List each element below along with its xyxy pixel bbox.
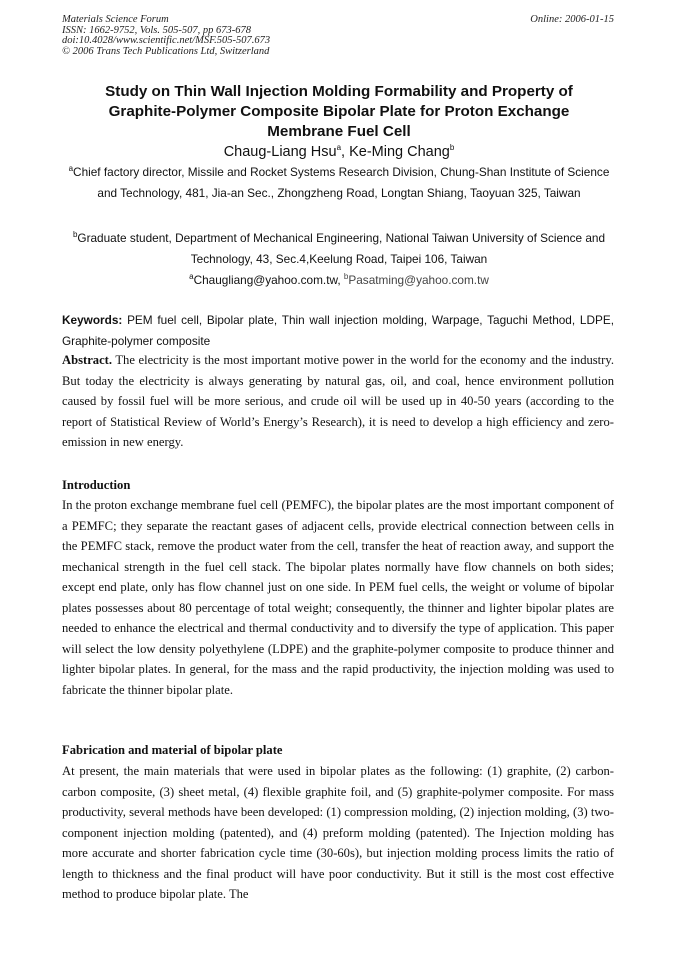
affiliation-b — [62, 228, 616, 270]
email-line — [62, 270, 616, 291]
introduction-paragraph: In the proton exchange membrane fuel cell (PEMFC), the bipolar plates are the most important component of a PEMFC; they separate the reactant gases of adjacent cells, provide electrical connection between cells in the PEMFC stack, remove the product water from the cell, transfer the heat of reaction away, and support the mechanical strength in the fuel cell stack. The bipolar plates normally have flow channels on both sides; except end plate, only has flow channel just on one side. In PEM fuel cells, the weight or volume of bipolar plates possesses about 80 percentage of total weight; consequently, the thinner and lighter bipolar plates are needed to enhance the electrical and thermal conductivity and to diversify the type of application. This paper will select the low density polyethylene (LDPE) and the graphite-polymer composite to produce thinner and lighter bipolar plates. In general, for the mass and the rapid productivity, the injection molding was used to fabricate the thinner bipolar plate. — [62, 498, 614, 697]
online-date: Online: 2006-01-15 — [530, 14, 614, 25]
affil-mark: b — [72, 230, 78, 240]
journal-name: Materials Science Forum — [62, 14, 169, 25]
keywords-text: PEM fuel cell, Bipolar plate, Thin wall injection molding, Warpage, Taguchi Method, LDPE, Graphite-polymer composite — [62, 313, 614, 348]
abstract-paragraph — [62, 350, 614, 453]
copyright-line: © 2006 Trans Tech Publications Ltd, Switzerland — [62, 45, 270, 57]
section-heading: Introduction — [62, 478, 131, 492]
email-separator: , — [337, 273, 344, 287]
journal-info — [62, 15, 270, 57]
email-mark: b — [343, 272, 349, 282]
author-affil-mark: b — [449, 143, 455, 153]
keywords-paragraph — [62, 310, 614, 351]
author-separator: , — [341, 144, 350, 160]
paper-title: Study on Thin Wall Injection Molding Formability and Property of Graphite-Polymer Composite Bipolar Plate for Proton Exchange Membrane Fuel Cell — [105, 83, 573, 140]
author-name: Ke-Ming Chang — [349, 144, 450, 160]
keywords-label: Keywords: — [62, 313, 123, 327]
doi-line: doi:10.4028/www.scientific.net/MSF.505-507.673 — [62, 35, 271, 46]
affiliation-a — [62, 162, 616, 204]
issn-line: ISSN: 1662-9752, Vols. 505-507, pp 673-678 — [62, 24, 251, 36]
abstract-text: The electricity is the most important motive power in the world for the economy and the industry. But today the electricity is always generating by natural gas, oil, and coal, hence environment pollution caused by fossil fuel will be more serious, and crude oil will be used up in 40-50 years (according to the report of Statistical Review of World’s Energy’s Research), it is need to develop a high efficiency and zero-emission in new energy. — [62, 353, 615, 449]
author-line — [62, 142, 616, 162]
email-link[interactable]: Chaugliang@yahoo.com.tw — [193, 273, 338, 287]
author-name: Chaug-Liang Hsu — [223, 144, 337, 160]
section-heading: Fabrication and material of bipolar plate — [62, 743, 283, 757]
affil-text: Chief factory director, Missile and Rocket Systems Research Division, Chung-Shan Institute of Science and Technology, 481, Jia-an Sec., Zhongzheng Road, Longtan Shiang, Taoyuan 325, Taiwan — [73, 165, 610, 200]
email-link[interactable]: Pasatming@yahoo.com.tw — [348, 273, 489, 287]
fabrication-paragraph: At present, the main materials that were used in bipolar plates as the following: (1) graphite, (2) carbon-carbon composite, (3) sheet metal, (4) flexible graphite foil, and (5) graphite-polymer composite. For mass productivity, several methods have been developed: (1) compression molding, (2) injection molding, (3) two-component injection molding (patented), and (4) preform molding (patented). The Injection molding has more accurate and shorter fabrication cycle time (30-60s), but injection molding process limits the ratio of length to thickness and the final product will have poor conductivity. But it still is the most cost effective method to produce bipolar plate. The — [62, 764, 614, 901]
email-mark: a — [189, 272, 194, 282]
affil-mark: a — [68, 164, 74, 174]
abstract-label: Abstract. — [62, 353, 113, 367]
affil-text: Graduate student, Department of Mechanical Engineering, National Taiwan University of Science and Technology, 43, Sec.4,Keelung Road, Taipei 106, Taiwan — [77, 231, 606, 266]
author-affil-mark: a — [336, 143, 342, 153]
